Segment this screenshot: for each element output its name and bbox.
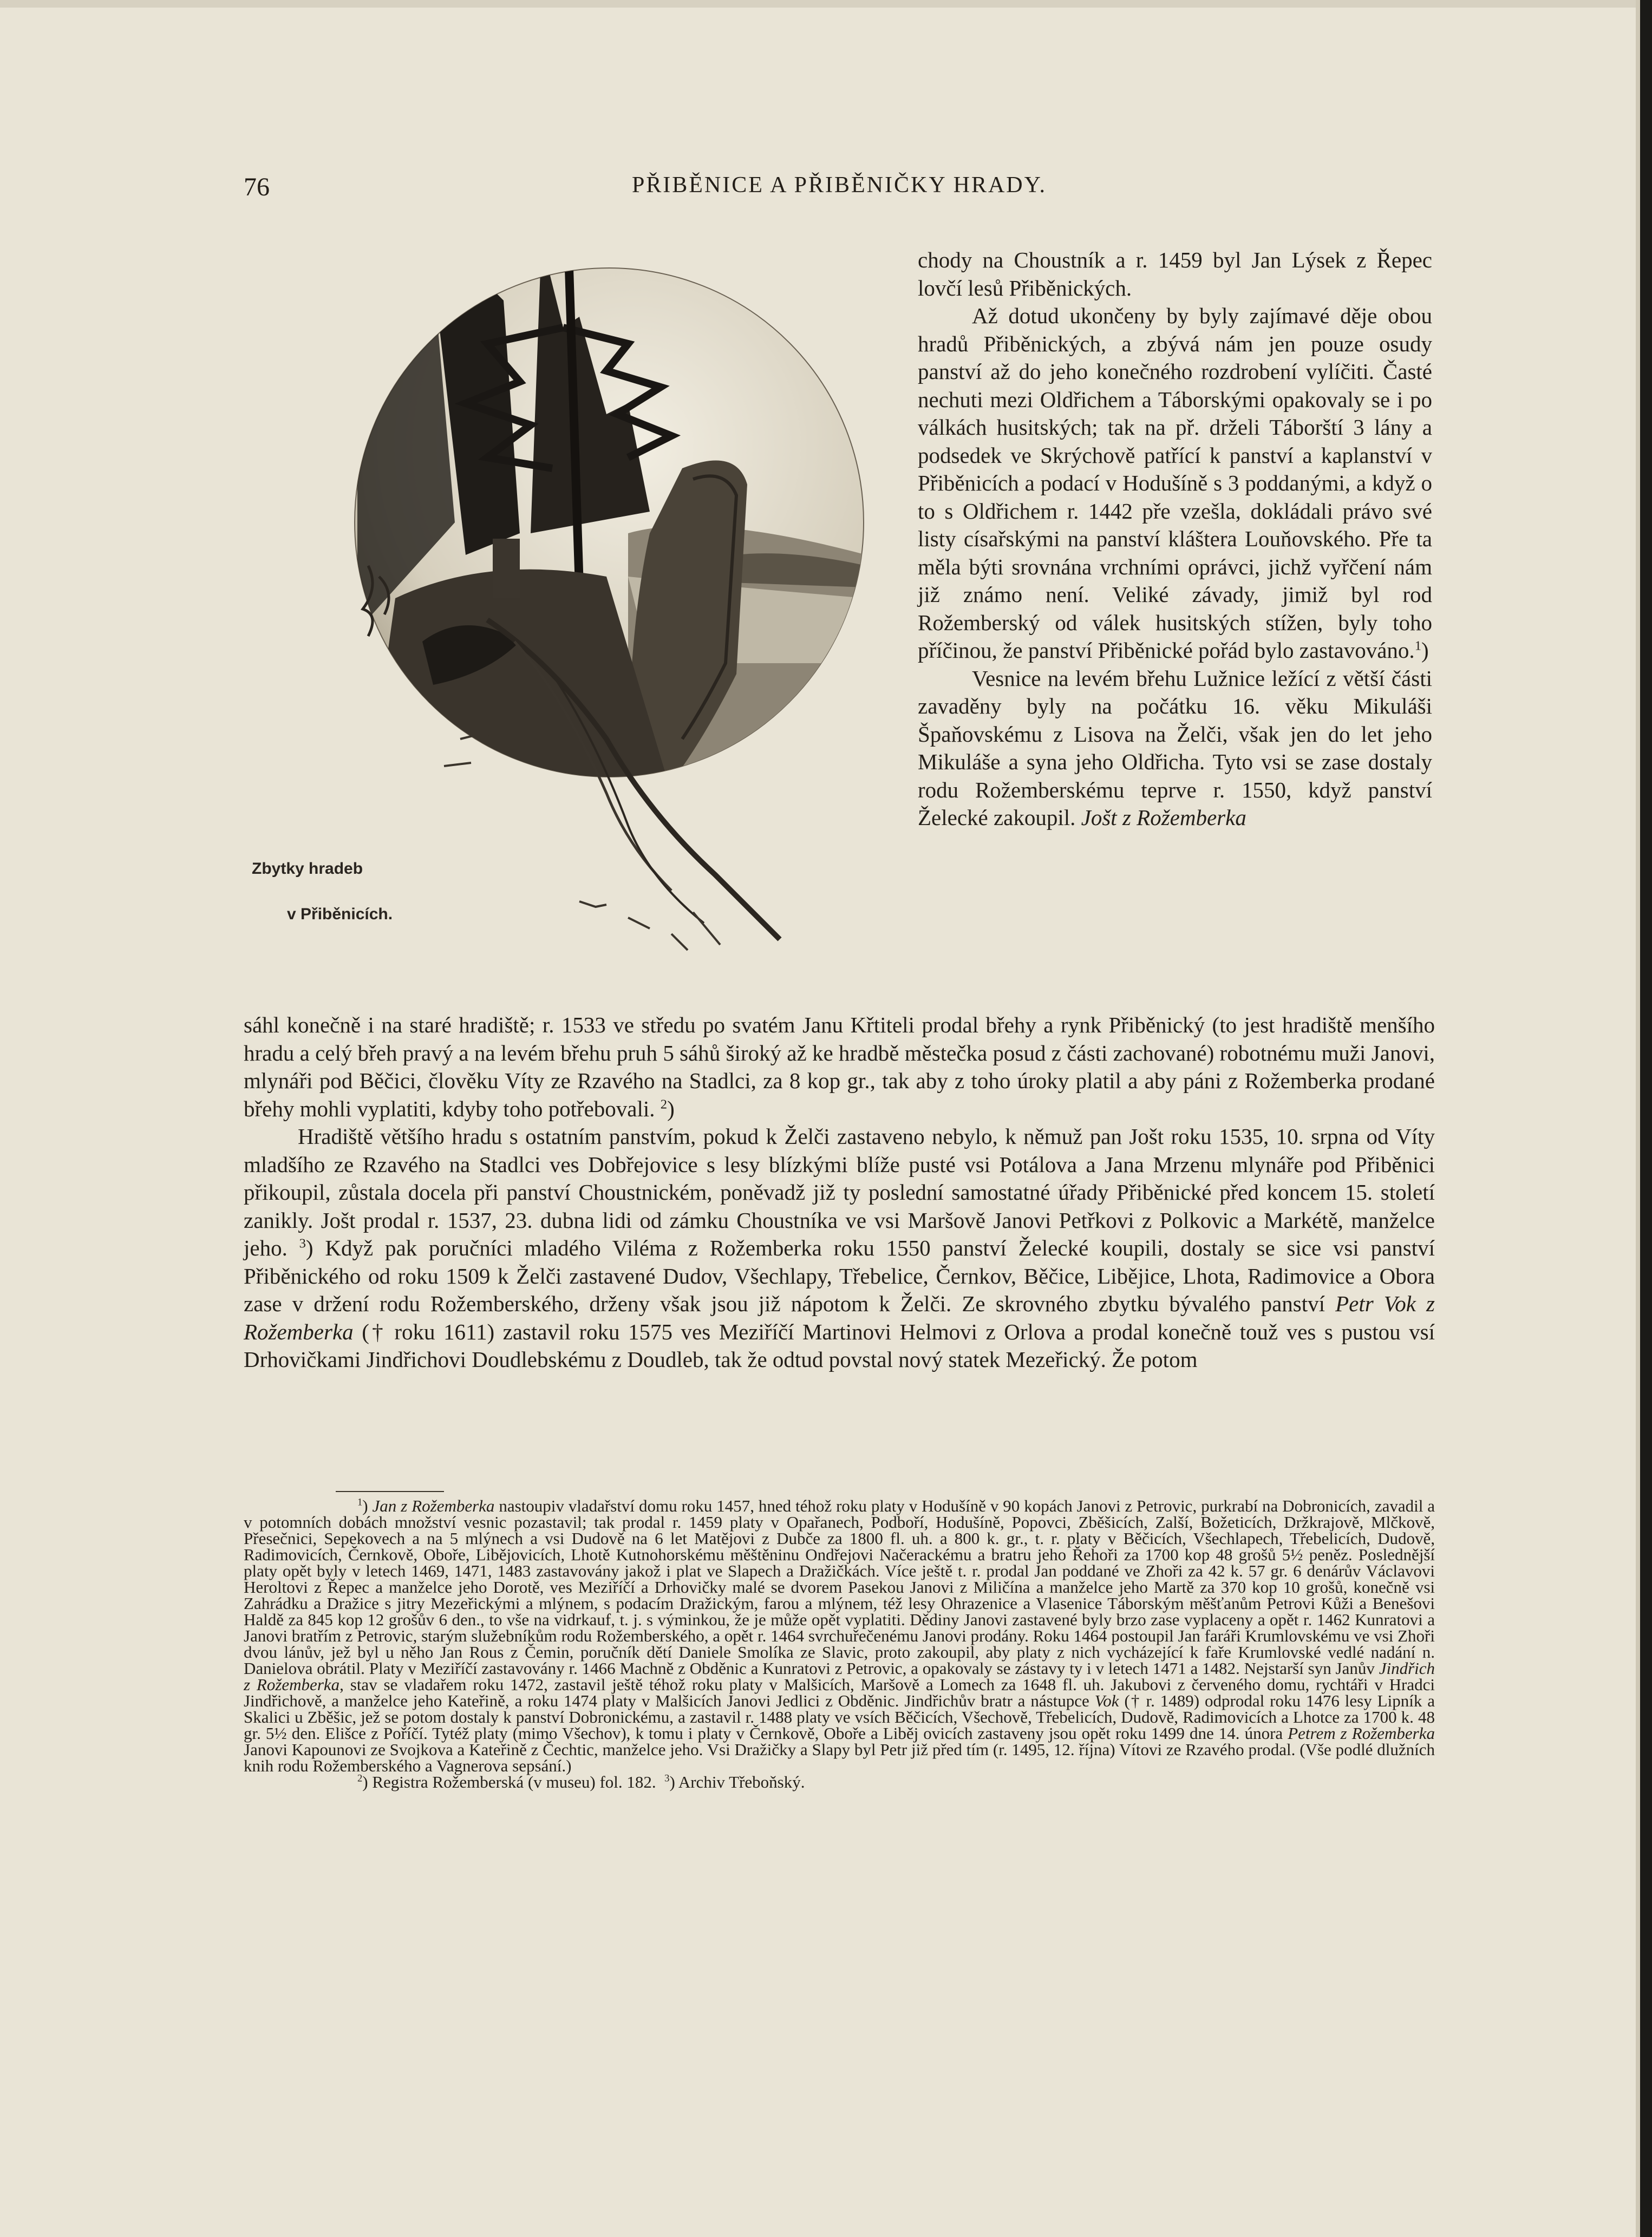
body-text-narrow-column [918,246,1432,832]
footnote-ref: 2 [660,1096,668,1111]
scan-edge-right [1640,0,1652,2237]
footnote-text: Janovi Kapounovi ze Svojkova a Kateřině z Čechtic, manželce jeho. Vsi Dražičky a Slapy byl Petr již před tím (r. 1495, 12. října) Vítovi ze Rzavého prodal. (Vše podlé dlužních knih rodu Rožemberského a Vagnerova sepsání.) [244,1740,1435,1775]
footnote-text: Registra Rožemberská (v museu) fol. 182. [372,1772,656,1791]
footnote-ref: 1 [1414,638,1421,653]
paragraph [918,246,1432,302]
paragraph-text: chody na Choustník a r. 1459 byl Jan Lýsek z Řepec lovčí lesů Přiběnických. [918,247,1432,300]
paragraph-text: sáhl konečně i na staré hradiště; r. 1533 ve středu po svatém Janu Křtiteli prodal břehy a rynk Přiběnický (to jest hradiště menšího hradu a celý břeh pravý a na levém břehu pruh 5 sáhů široký až ke hradbě městečka posud z části zachované) robotnému muži Janovi, mlynáři pod Běčici, člověku Víty ze Rzavého na Stadlci, za 8 kop gr., tak aby z toho úroky platil a aby páni z Rožemberka prodané břehy mohli vyplatiti, kdyby toho potřebovali. [244,1012,1435,1121]
paragraph: Hradiště většího hradu s ostatním panstvím, pokud k Želči zastaveno nebylo, k němuž pan Jošt roku 1535, 10. srpna od Víty mladšího ze Rzavého na Stadlci ves Dobřejovice s lesy blízkými blíže pusté vsi Potálova a Jana Mrzenu mlynáře pod Přiběnici přikoupil, zůstala docela při panství Choustnickém, poněvadž již ty poslední samostatné úřady Přiběnické před koncem 15. století zanikly. Jošt prodal r. 1537, 23. dubna lidi od zámku Choustníka ve vsi Maršově Janovi Petřkovi z Polkovic a Markétě, manželce jeho. $^3$) Když pak poručníci mladého Viléma z Rožemberka roku 1550 panství Želecké koupili, dostaly se sice vsi panství Přiběnického od roku 1509 k Želči zastavené Dudov, Všechlapy, Třebelice, Černkov, Běčice, Libějice, Lhota, Radimovice a Obora zase v držení rodu Rožemberského, drženy však jsou již nápotom k Želči. Ze skrovného zbytku bývalého panství Petr Vok z Rožemberka († roku 1611) zastavil roku 1575 ves Meziříčí Martinovi Helmovi z Orlova a prodal konečně touž ves s pustou vsí Drhovičkami Jindřichovi Doudlebskému z Doudleb, tak že odtud povstal nový statek Mezeřický. Že potom [244,1124,1435,1372]
running-title: PŘIBĚNICE A PŘIBĚNIČKY HRADY. [631,173,1047,198]
paragraph: sáhl konečně i na staré hradiště; r. 1533 ve středu po svatém Janu Křtiteli prodal břehy a rynk Přiběnický (to jest hradiště menšího hradu a celý břeh pravý a na levém břehu pruh 5 sáhů široký až ke hradbě městečka posud z části zachované) robotnému muži Janovi, mlynáři pod Běčici, člověku Víty ze Rzavého na Stadlci, za 8 kop gr., tak aby z toho úroky platil a aby páni z Rožemberka prodané břehy mohli vyplatiti, kdyby toho potřebovali. $^2$) [244,1012,1435,1121]
footnote-ref: 3 [299,1236,306,1251]
footnote-text: , stav se vladařem roku 1472, zastavil ještě téhož roku platy v Malšicích, Maršově a Lomech za 1648 fl. uh. Jakubovi z červeného domu, rychtáři v Hradci Jindřichově, a manželce jeho Kateřině, a roku 1474 platy v Malšicích Janovi Jedlici z Obděnic. Jindřichův bratr a nástupce [244,1675,1435,1710]
figure-caption-line1: Zbytky hradeb [252,860,363,878]
footnote-2-3: $^2$) Registra Rožemberská (v museu) fol. 182. $^3$) Archiv Třeboňský. [357,1772,805,1791]
scan-edge-top [0,0,1652,8]
footnote-name: Vok [1094,1691,1119,1710]
footnote-name: Petrem z Rožemberka [1288,1724,1435,1743]
page-header [244,172,1435,215]
paragraph: Až dotud ukončeny by byly zajímavé děje obou hradů Přiběnických, a zbývá nám jen pouze osudy panství až do jeho konečného rozdrobení vylíčiti. Časté nechuti mezi Oldřichem a Táborskými opakovaly se i po válkách husitských; tak na př. drželi Táborští 3 lány a podsedek ve Skrýchově patřící k panství a kaplanství v Přiběnicích a podací v Hodušíně s 3 poddanými, a když o to s Oldřichem r. 1442 pře vzešla, dokládali právo své listy císařskými na panství kláštera Louňovského. Pře ta měla býti srovnána vrchními oprávci, jichž vyřčení nám již známo není. Veliké závady, jimiž byl rod Rožemberský od válek husitských stížen, byly toho příčinou, že panství Přiběnické pořád bylo zastavováno.$^1$) [918,303,1432,663]
footnotes [244,1498,1435,1790]
paragraph-text: Když pak poručníci mladého Viléma z Rožemberka roku 1550 panství Želecké koupili, dostaly se sice vsi panství Přiběnického od roku 1509 k Želči zastavené Dudov, Všechlapy, Třebelice, Černkov, Běčice, Libějice, Lhota, Radimovice a Obora zase v držení rodu Rožemberského, drženy však jsou již nápotom k Želči. Ze skrovného zbytku bývalého panství [244,1235,1435,1316]
footnote-separator [336,1491,444,1492]
footnote-1: $^1$) Jan z Rožemberka nastoupiv vladařství domu roku 1457, hned téhož roku platy v Hodušíně v 90 kopách Janovi z Petrovic, purkrabí na Dobronicích, zavadil a v potomních dobách množství vesnic pozastavil; tak prodal r. 1459 platy v Opařanech, Podboří, Hodušíně, Popovci, Zběšicích, Zalší, Božeticích, Držkrajově, Mlčkově, Přesečnici, Sepekovech a na 5 mlýnech a vsi Dudově na 6 let Matějovi z Dubče za 1800 fl. uh. a 800 k. gr., t. r. platy v Běčicích, Všechlapech, Třebelicích, Dudově, Radimovicích, Černkově, Oboře, Libějovicích, Lhotě Kutnohorskému měštěninu Ondřejovi Načerackému a bratru jeho Řehoři za 1700 kop 48 grošů 5½ peněz. Poslednější platy opět byly v letech 1469, 1471, 1483 zastavovány jakož i plat ve Slapech a Dražičkách. Více ještě t. r. prodal Jan poddané ve Zhoři za 42 k. 57 gr. 6 denárův Václavovi Heroltovi z Řepec a manželce jeho Dorotě, ves Meziříčí a Drhovičky malé se dvorem Pasekou Janovi z Miličína a manželce jeho Martě za 370 kop 10 grošů, konečně vsi Zahrádku a Dražice s jitry Mezeřickými a mlýnem, s podacím Dražickým, farou a mlýnem, též lesy Ohrazenice a Vlasenice Táborským měšťanům Petrovi Kůži a Benešovi Haldě za 845 kop 12 grošův 6 den., to vše na vidrkauf, t. j. s výminkou, že je může opět vyplatiti. Dědiny Janovi zastavené byly brzo zase vyplaceny a opět r. 1462 Kunratovi a Janovi bratřím z Petrovic, starým služebníkům rodu Rožemberského, a opět r. 1464 svrchuřečenému Janovi prodány. Roku 1464 postoupil Jan faráři Krumlovskému ve vsi Zhoři dvou lánův, jež byl u něho Jan Rous z Čemin, poručník dětí Daniele Smolíka ze Slavic, proto zakoupil, aby platy z nich vycházející k faře Krumlovské vedlé nadání n. Danielova obrátil. Platy v Meziříčí zastavovány r. 1466 Machně z Obděnic a Kunratovi z Petrovic, a opakovaly se zástavy ty i v letech 1471 a 1482. Nejstarší syn Janův Jindřich z Rožemberka, stav se vladařem roku 1472, zastavil ještě téhož roku platy v Malšicích, Maršově a Lomech za 1648 fl. uh. Jakubovi z červeného domu, rychtáři v Hradci Jindřichově, a manželce jeho Kateřině, a roku 1474 platy v Malšicích Janovi Jedlici z Obděnic. Jindřichův bratr a nástupce Vok († r. 1489) odprodal roku 1476 lesy Lipník a Skalici u Zběšic, jež se potom dostaly k panství Dobronickému, a zastavil r. 1488 platy ve vsích Běčicích, Všechově, Třebelicích, Dudově, Radimovicích a Lhotce za 1700 k. 48 gr. 5½ den. Elišce z Poříčí. Tytéž platy (mimo Všechov), k tomu i platy v Černkově, Oboře a Liběj ovicích zastaveny jsou opět roku 1499 dne 14. února Petrem z Rožemberka Janovi Kapounovi ze Svojkova a Kateřině z Čechtic, manželce jeho. Vsi Dražičky a Slapy byl Petr již před tím (r. 1495, 12. října) Vítovi ze Rzavého prodal. (Vše podlé dlužních knih rodu Rožemberského a Vagnerova sepsání.) [244,1496,1435,1775]
paragraph-text: Až dotud ukončeny by byly zajímavé děje obou hradů Přiběnických, a zbývá nám jen pouze osudy panství až do jeho konečného rozdrobení vylíčiti. Časté nechuti mezi Oldřichem a Táborskými opakovaly se i po válkách husitských; tak na př. drželi Táborští 3 lány a podsedek ve Skrýchově patřící k panství a kaplanství v Přiběnicích a podací v Hodušíně s 3 poddanými, a když o to s Oldřichem r. 1442 pře vzešla, dokládali právo své listy císařskými na panství kláštera Louňovského. Pře ta měla býti srovnána vrchními oprávci, jichž vyřčení nám již známo není. Veliké závady, jimiž byl rod Rožemberský od válek husitských stížen, byly toho příčinou, že panství Přiběnické pořád bylo zastavováno. [918,303,1432,663]
footnote-name: Jan z Rožemberka [372,1496,495,1515]
paragraph-text: Vesnice na levém břehu Lužnice ležící z větší části zavaděny byly na počátku 16. věku Mikuláši Špaňovskému z Lisova na Želči, však jen do let jeho Mikuláše a syna jeho Oldřicha. Tyto vsi se zase dostaly rodu Rožemberskému teprve r. 1550, když panství Želecké zakoupil. [918,665,1432,830]
figure-caption-line2: v Přiběnicích. [287,905,393,923]
person-name-jost: Jošt z Rožemberka [1081,805,1246,830]
paragraph-text: zastavil roku 1575 ves Meziříčí Martinovi Helmovi z Orlova a prodal konečně touž ves s pustou vsí Drhovičkami Jindřichovi Doudlebskému z Doudleb, tak že odtud povstal nový statek Mezeřický. Že potom [244,1319,1435,1372]
death-date: († roku 1611) [362,1319,495,1344]
footnote-text: nastoupiv vladařství domu roku 1457, hned téhož roku platy v Hodušíně v 90 kopách Janovi z Petrovic, purkrabí na Dobronicích, zavadil a v potomních dobách množství vesnic pozastavil; tak prodal r. 1459 platy v Opařanech, Podboří, Hodušíně, Popovci, Zběšicích, Zalší, Božeticích, Držkrajově, Mlčkově, Přesečnici, Sepekovech a na 5 mlýnech a vsi Dudově na 6 let Matějovi z Dubče za 1800 fl. uh. a 800 k. gr., t. r. platy v Běčicích, Všechlapech, Třebelicích, Dudově, Radimovicích, Černkově, Oboře, Libějovicích, Lhotě Kutnohorskému měštěninu Ondřejovi Načerackému a bratru jeho Řehoři za 1700 kop 48 grošů 5½ peněz. Poslednější platy opět byly v letech 1469, 1471, 1483 zastavovány jakož i plat ve Slapech a Dražičkách. Více ještě t. r. prodal Jan poddané ve Zhoři za 42 k. 57 gr. 6 denárův Václavovi Heroltovi z Řepec a manželce jeho Dorotě, ves Meziříčí a Drhovičky malé se dvorem Pasekou Janovi z Miličína a manželce jeho Martě za 370 kop 10 grošů, konečně vsi Zahrádku a Dražice s jitry Mezeřickými a mlýnem, s podacím Dražickým, farou a mlýnem, též lesy Ohrazenice a Vlasenice Táborským měšťanům Petrovi Kůži a Benešovi Haldě za 845 kop 12 grošův 6 den., to vše na vidrkauf, t. j. s výminkou, že je může opět vyplatiti. Dědiny Janovi zastavené byly brzo zase vyplaceny a opět r. 1462 Kunratovi a Janovi bratřím z Petrovic, starým služebníkům rodu Rožemberského, a opět r. 1464 svrchuřečenému Janovi prodány. Roku 1464 postoupil Jan faráři Krumlovskému ve vsi Zhoři dvou lánův, jež byl u něho Jan Rous z Čemin, poručník dětí Daniele Smolíka ze Slavic, proto zakoupil, aby platy z nich vycházející k faře Krumlovské vedlé nadání n. Danielova obrátil. Platy v Meziříčí zastavovány r. 1466 Machně z Obděnic a Kunratovi z Petrovic, a opakovaly se zástavy ty i v letech 1471 a 1482. Nejstarší syn Janův [244,1496,1435,1678]
footnote-mark: 2 [357,1772,363,1784]
footnote-text: († r. 1489) odprodal roku 1476 lesy Lipník a Skalici u Zběšic, jež se potom dostaly k panství Dobronickému, a zastavil r. 1488 platy ve vsích Běčicích, Všechově, Třebelicích, Dudově, Radimovicích a Lhotce za 1700 k. 48 gr. 5½ den. Elišce z Poříčí. Tytéž platy (mimo Všechov), k tomu i platy v Černkově, Oboře a Liběj ovicích zastaveny jsou opět roku 1499 dne 14. února [244,1691,1435,1743]
paragraph-text: Hradiště většího hradu s ostatním panstvím, pokud k Želči zastaveno nebylo, k němuž pan Jošt roku 1535, 10. srpna od Víty mladšího ze Rzavého na Stadlci ves Dobřejovice s lesy blízkými blíže pusté vsi Potálova a Jana Mrzenu mlynáře pod Přiběnici přikoupil, zůstala docela při panství Choustnickém, poněvadž již ty poslední samostatné úřady Přiběnické před koncem 15. století zanikly. Jošt prodal r. 1537, 23. dubna lidi od zámku Choustníka ve vsi Maršově Janovi Petřkovi z Polkovic a Markétě, manželce jeho. [244,1124,1435,1260]
footnote-text: Archiv Třeboňský. [678,1772,805,1791]
person-name-petr-vok: Petr Vok z Rožemberka [244,1291,1435,1344]
footnote-name: Jindřich z Rožemberka [244,1659,1435,1694]
body-text-full-width [244,1011,1435,1374]
footnote-mark: 3 [664,1772,670,1784]
footnote-mark: 1 [357,1496,363,1508]
page-number: 76 [244,173,270,201]
castle-ruins-illustration [325,252,880,966]
paragraph [918,665,1432,832]
scan-edge-inner [1636,0,1640,2237]
